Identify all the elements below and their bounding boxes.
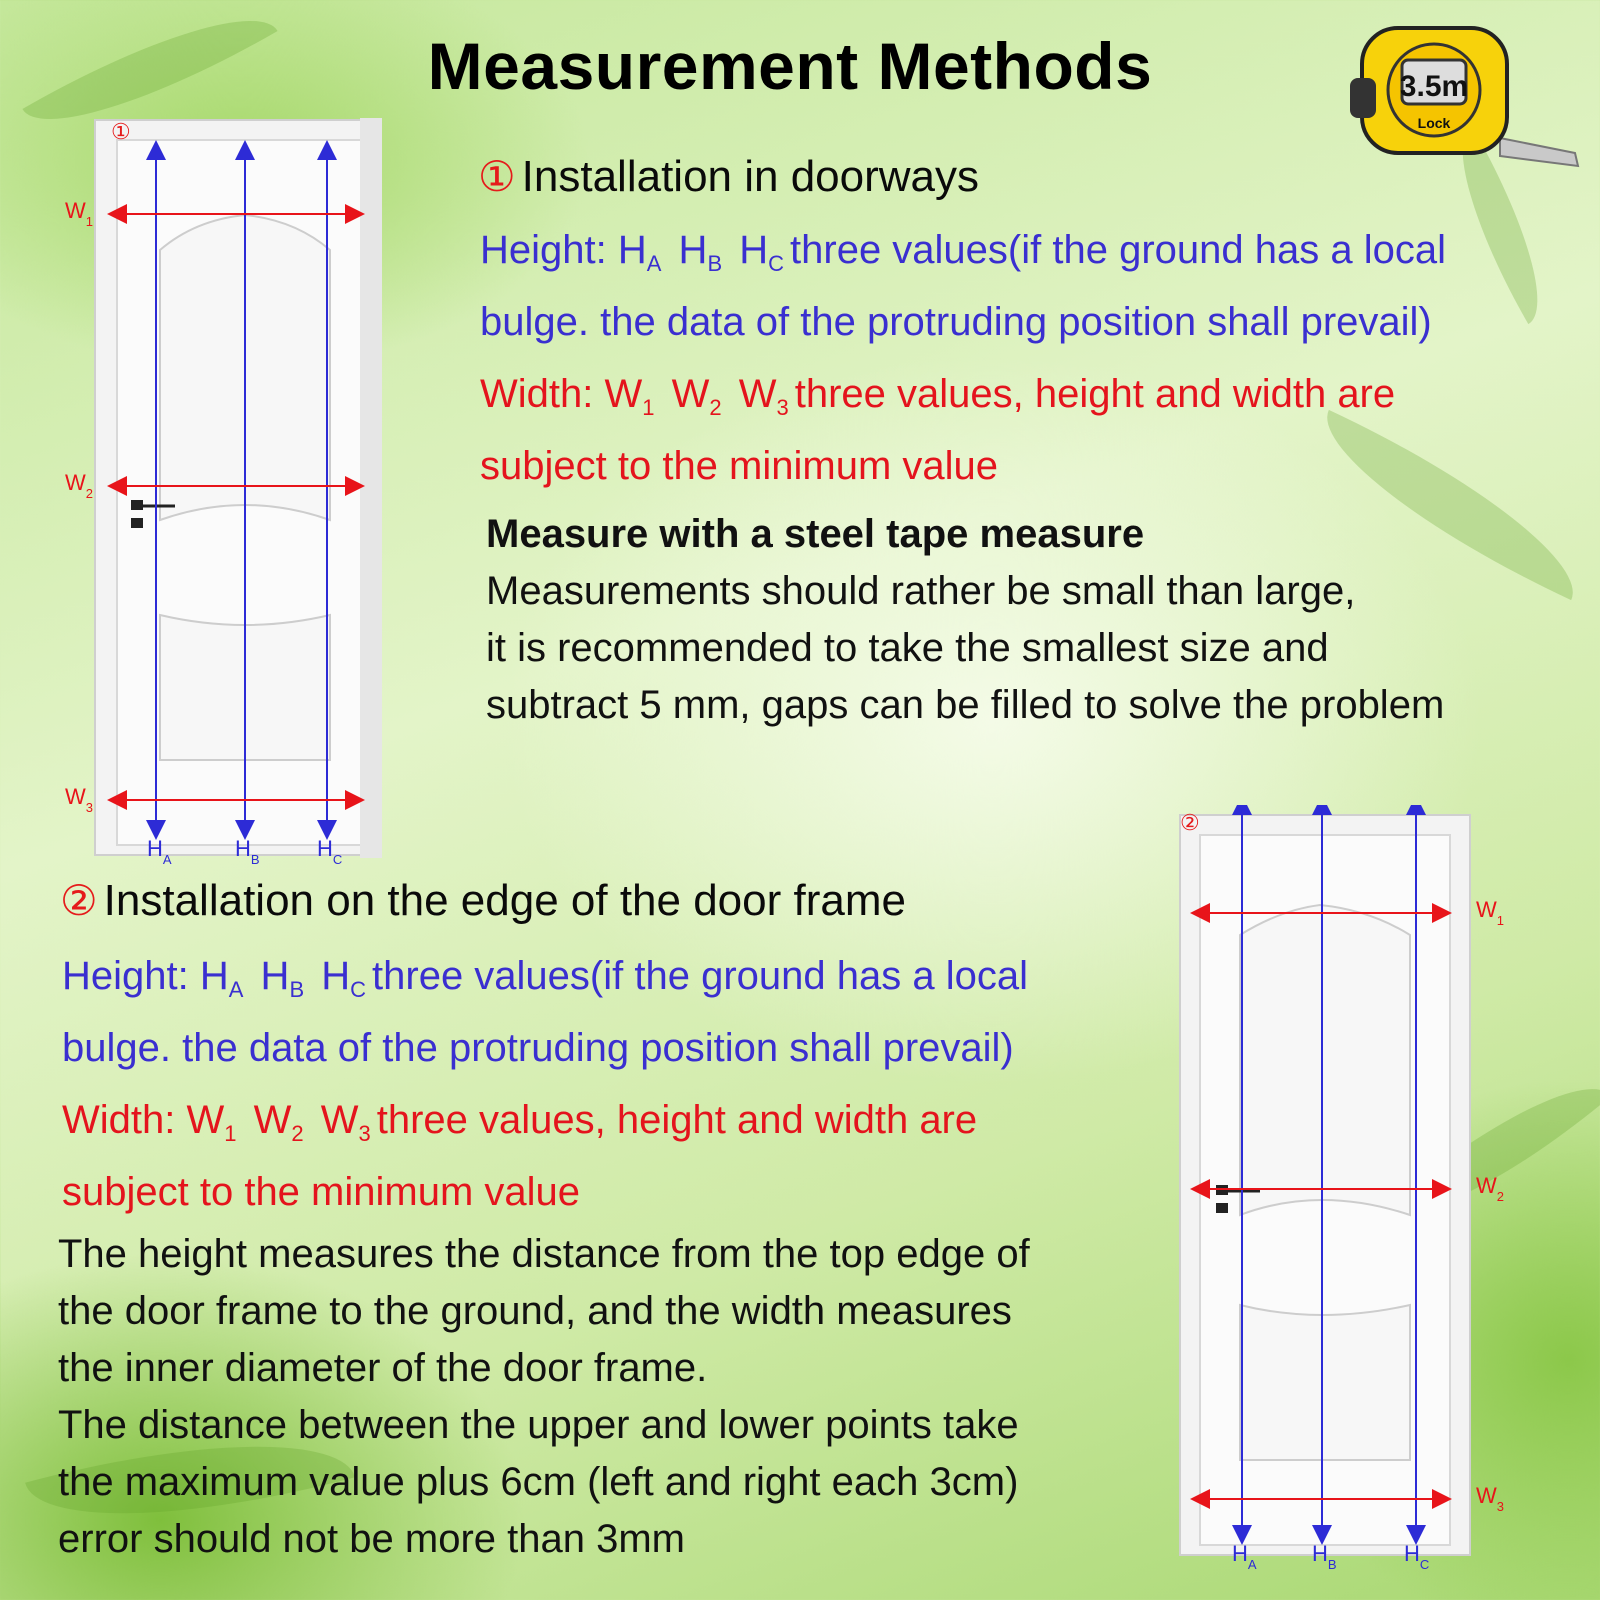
hb-sub: B xyxy=(1327,1557,1337,1572)
tool-line2: it is recommended to take the smallest size and xyxy=(486,626,1329,670)
ha-sub: A xyxy=(162,852,172,867)
height-mid-c: H xyxy=(310,954,351,998)
sub-b: B xyxy=(289,976,305,1002)
note-line4: The distance between the upper and lower points take xyxy=(58,1403,1019,1447)
sub-1: 1 xyxy=(224,1120,237,1146)
tool-line3: subtract 5 mm, gaps can be filled to solve the problem xyxy=(486,683,1445,727)
height-mid-b: H xyxy=(249,954,290,998)
sub-3: 3 xyxy=(358,1120,371,1146)
note-line2: the door frame to the ground, and the width measures xyxy=(58,1289,1012,1333)
section2-heading-text: Installation on the edge of the door frame xyxy=(103,876,906,925)
section1-heading-text: Installation in doorways xyxy=(521,152,980,201)
width-mid-3: W xyxy=(727,372,777,416)
svg-text:W2 xyxy=(1476,1173,1504,1204)
ha-label: H xyxy=(1232,1541,1248,1566)
width-mid-3: W xyxy=(309,1098,359,1142)
height-rest: three values(if the ground has a local xyxy=(790,228,1446,272)
height-rest: three values(if the ground has a local xyxy=(372,954,1028,998)
sub-3: 3 xyxy=(776,394,789,420)
section1-marker: ① xyxy=(478,153,516,200)
tape-brand: Lock xyxy=(1417,115,1451,131)
section2-width-line2: subject to the minimum value xyxy=(62,1170,581,1214)
note-line5: the maximum value plus 6cm (left and right each 3cm) xyxy=(58,1460,1019,1504)
svg-text:W3 xyxy=(65,784,93,815)
hb-label: H xyxy=(235,836,251,861)
tool-heading: Measure with a steel tape measure xyxy=(486,512,1145,556)
width-mid-2: W xyxy=(660,372,710,416)
sub-b: B xyxy=(707,250,723,276)
width-rest: three values, height and width are xyxy=(794,372,1396,416)
section2-height-line2: bulge. the data of the protruding position shall prevail) xyxy=(62,1026,1014,1070)
diagram1-marker: ① xyxy=(111,119,131,144)
page-title: Measurement Methods xyxy=(427,29,1153,103)
w3-label: W xyxy=(65,784,86,809)
sub-c: C xyxy=(768,250,785,276)
svg-text:W1 xyxy=(65,198,93,229)
w2-sub: 2 xyxy=(85,486,93,501)
height-mid-b: H xyxy=(667,228,708,272)
hc-sub: C xyxy=(1419,1557,1430,1572)
section1-height-line2: bulge. the data of the protruding position shall prevail) xyxy=(480,300,1432,344)
height-prefix: Height: H xyxy=(480,228,647,272)
w1-sub: 1 xyxy=(85,214,93,229)
note-line3: the inner diameter of the door frame. xyxy=(58,1346,708,1390)
door-diagram-2 xyxy=(1170,805,1510,1585)
hc-label: H xyxy=(1404,1541,1420,1566)
w1-sub: 1 xyxy=(1496,913,1504,928)
w3-label: W xyxy=(1476,1483,1497,1508)
sub-2: 2 xyxy=(709,394,722,420)
height-mid-c: H xyxy=(728,228,769,272)
section2-heading xyxy=(60,876,906,926)
svg-text:W3 xyxy=(1476,1483,1504,1514)
note-line6: error should not be more than 3mm xyxy=(58,1517,685,1561)
w1-label: W xyxy=(65,198,86,223)
tape-label: 3.5m xyxy=(1399,70,1469,103)
svg-text:W1 xyxy=(1476,897,1504,928)
w3-sub: 3 xyxy=(85,800,93,815)
sub-1: 1 xyxy=(642,394,655,420)
diagram2-marker: ② xyxy=(1180,810,1200,835)
w2-label: W xyxy=(1476,1173,1497,1198)
sub-c: C xyxy=(350,976,367,1002)
width-prefix: Width: W xyxy=(480,372,643,416)
tool-line1: Measurements should rather be small than large, xyxy=(486,569,1356,613)
width-mid-2: W xyxy=(242,1098,292,1142)
sub-a: A xyxy=(228,976,244,1002)
section2-marker: ② xyxy=(60,877,98,924)
hb-sub: B xyxy=(250,852,260,867)
height-prefix: Height: H xyxy=(62,954,229,998)
width-prefix: Width: W xyxy=(62,1098,225,1142)
svg-text:W2 xyxy=(65,470,93,501)
w3-sub: 3 xyxy=(1496,1499,1504,1514)
hc-sub: C xyxy=(332,852,343,867)
w1-label: W xyxy=(1476,897,1497,922)
width-rest: three values, height and width are xyxy=(376,1098,978,1142)
sub-2: 2 xyxy=(291,1120,304,1146)
hb-label: H xyxy=(1312,1541,1328,1566)
ha-label: H xyxy=(147,836,163,861)
tape-measure-icon xyxy=(1350,18,1590,168)
section1-width-line2: subject to the minimum value xyxy=(480,444,999,488)
door-diagram-1 xyxy=(55,110,395,880)
w2-label: W xyxy=(65,470,86,495)
sub-a: A xyxy=(646,250,662,276)
hc-label: H xyxy=(317,836,333,861)
ha-sub: A xyxy=(1247,1557,1257,1572)
note-line1: The height measures the distance from the top edge of xyxy=(58,1232,1030,1276)
w2-sub: 2 xyxy=(1496,1189,1504,1204)
section1-heading xyxy=(478,152,979,202)
